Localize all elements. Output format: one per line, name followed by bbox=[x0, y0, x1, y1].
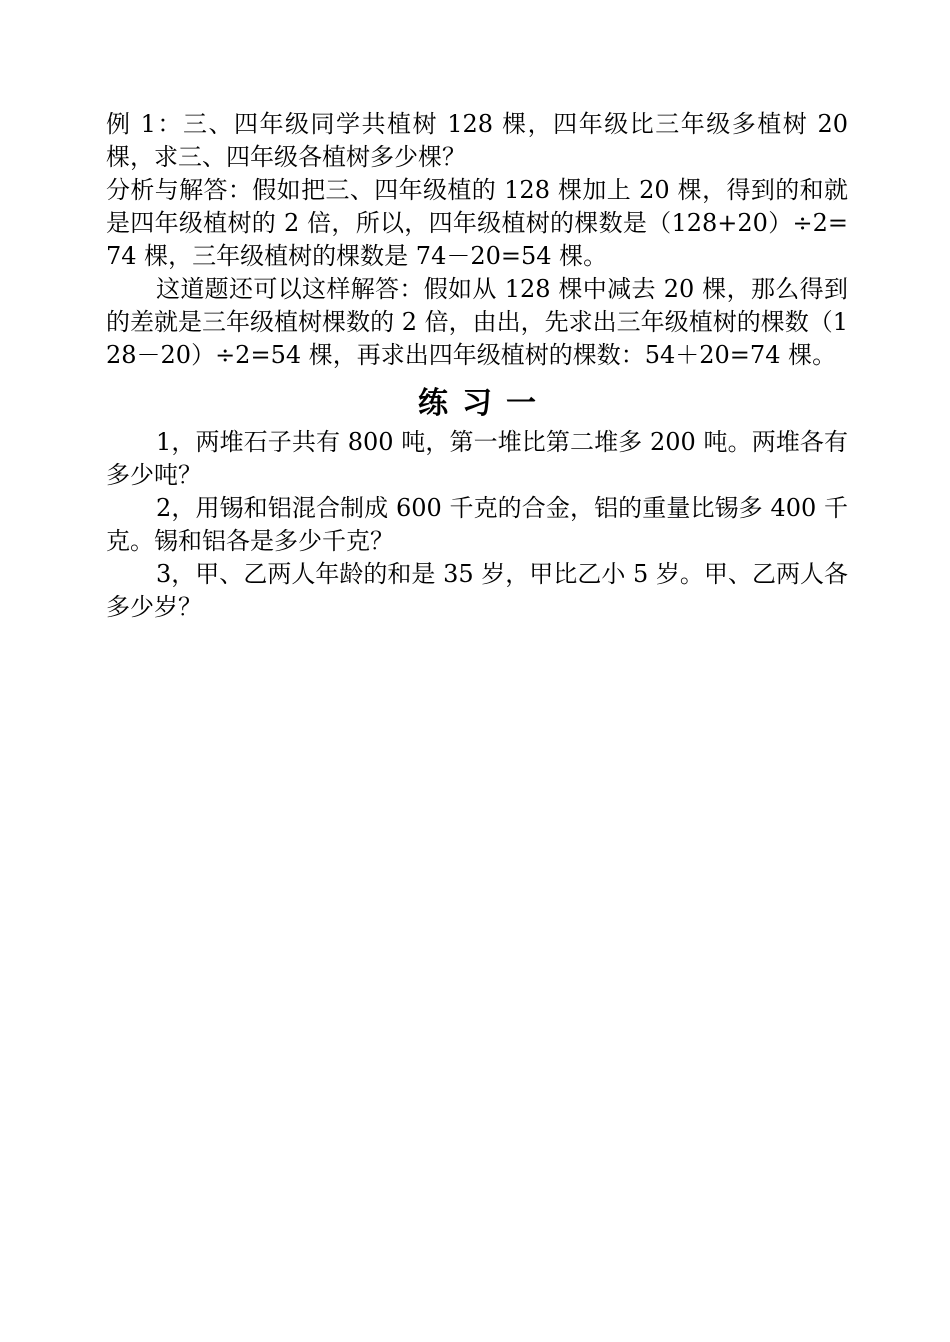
example-alternative-solution: 这道题还可以这样解答：假如从 128 棵中减去 20 棵，那么得到的差就是三年级植树棵数的 2 倍，由出，先求出三年级植树的棵数（128－20）÷2=54 棵，再求出四年级植树的棵数：54＋20=74 棵。 bbox=[106, 275, 848, 369]
document-page bbox=[106, 108, 848, 624]
exercise-item-2: 2，用锡和铝混合制成 600 千克的合金，铝的重量比锡多 400 千克。锡和铝各是多少千克？ bbox=[106, 494, 848, 555]
exercise-item-1: 1，两堆石子共有 800 吨，第一堆比第二堆多 200 吨。两堆各有多少吨？ bbox=[106, 428, 848, 489]
example-analysis: 分析与解答：假如把三、四年级植的 128 棵加上 20 棵，得到的和就是四年级植树的 2 倍，所以，四年级植树的棵数是（128+20）÷2=74 棵，三年级植树的棵数是 74－20=54 棵。 bbox=[106, 176, 848, 270]
exercise-title: 练习一 bbox=[418, 386, 550, 421]
exercise-item-3: 3，甲、乙两人年龄的和是 35 岁，甲比乙小 5 岁。甲、乙两人各多少岁？ bbox=[106, 560, 848, 621]
example-question: 例 1：三、四年级同学共植树 128 棵，四年级比三年级多植树 20 棵，求三、四年级各植树多少棵？ bbox=[106, 110, 848, 171]
